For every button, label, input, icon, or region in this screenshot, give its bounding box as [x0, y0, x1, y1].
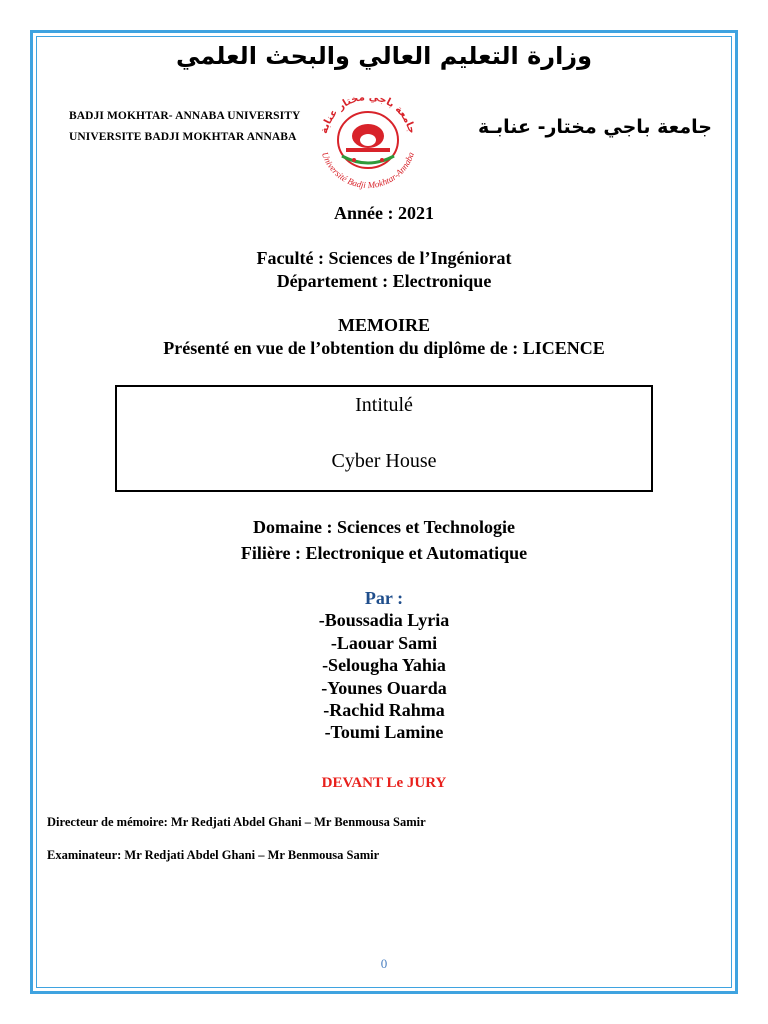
memoire-heading: MEMOIRE — [338, 315, 430, 335]
university-name-fr: UNIVERSITE BADJI MOKHTAR ANNABA — [69, 131, 297, 143]
university-logo — [298, 80, 438, 190]
author-name: -Rachid Rahma — [323, 700, 445, 720]
department: Département : Electronique — [276, 271, 492, 291]
thesis-director: Directeur de mémoire: Mr Redjati Abdel Ghani – Mr Benmousa Samir — [47, 815, 426, 829]
year: Année : 2021 — [334, 203, 434, 223]
thesis-title: Cyber House — [331, 450, 437, 472]
authors-label: Par : — [364, 588, 404, 608]
faculty: Faculté : Sciences de l’Ingéniorat — [256, 248, 512, 268]
author-name: -Toumi Lamine — [324, 722, 444, 742]
filiere: Filière : Electronique et Automatique — [240, 543, 528, 563]
university-name-ar: جامعة باجي مختار- عنابـة — [477, 116, 712, 138]
domain: Domaine : Sciences et Technologie — [253, 517, 515, 537]
author-name: -Laouar Sami — [330, 633, 438, 653]
jury-label: DEVANT Le JURY — [321, 775, 447, 791]
author-name: -Younes Ouarda — [321, 678, 447, 698]
university-name-en: BADJI MOKHTAR- ANNABA UNIVERSITY — [69, 110, 301, 122]
author-name: -Selougha Yahia — [322, 655, 446, 675]
page-number: 0 — [380, 956, 388, 971]
title-label: Intitulé — [355, 394, 413, 416]
logo-ring-text-ar: جامعة باجي مختار عنابة — [318, 91, 418, 135]
examiner: Examinateur: Mr Redjati Abdel Ghani – Mr Benmousa Samir — [47, 848, 380, 862]
degree-line: Présenté en vue de l’obtention du diplôme de : LICENCE — [163, 338, 605, 358]
ministry-title: وزارة التعليم العالي والبحث العلمي — [175, 42, 593, 70]
author-name: -Boussadia Lyria — [318, 610, 450, 630]
logo-ring-text-fr: Université Badji Mokhtar-Annaba — [319, 150, 417, 190]
